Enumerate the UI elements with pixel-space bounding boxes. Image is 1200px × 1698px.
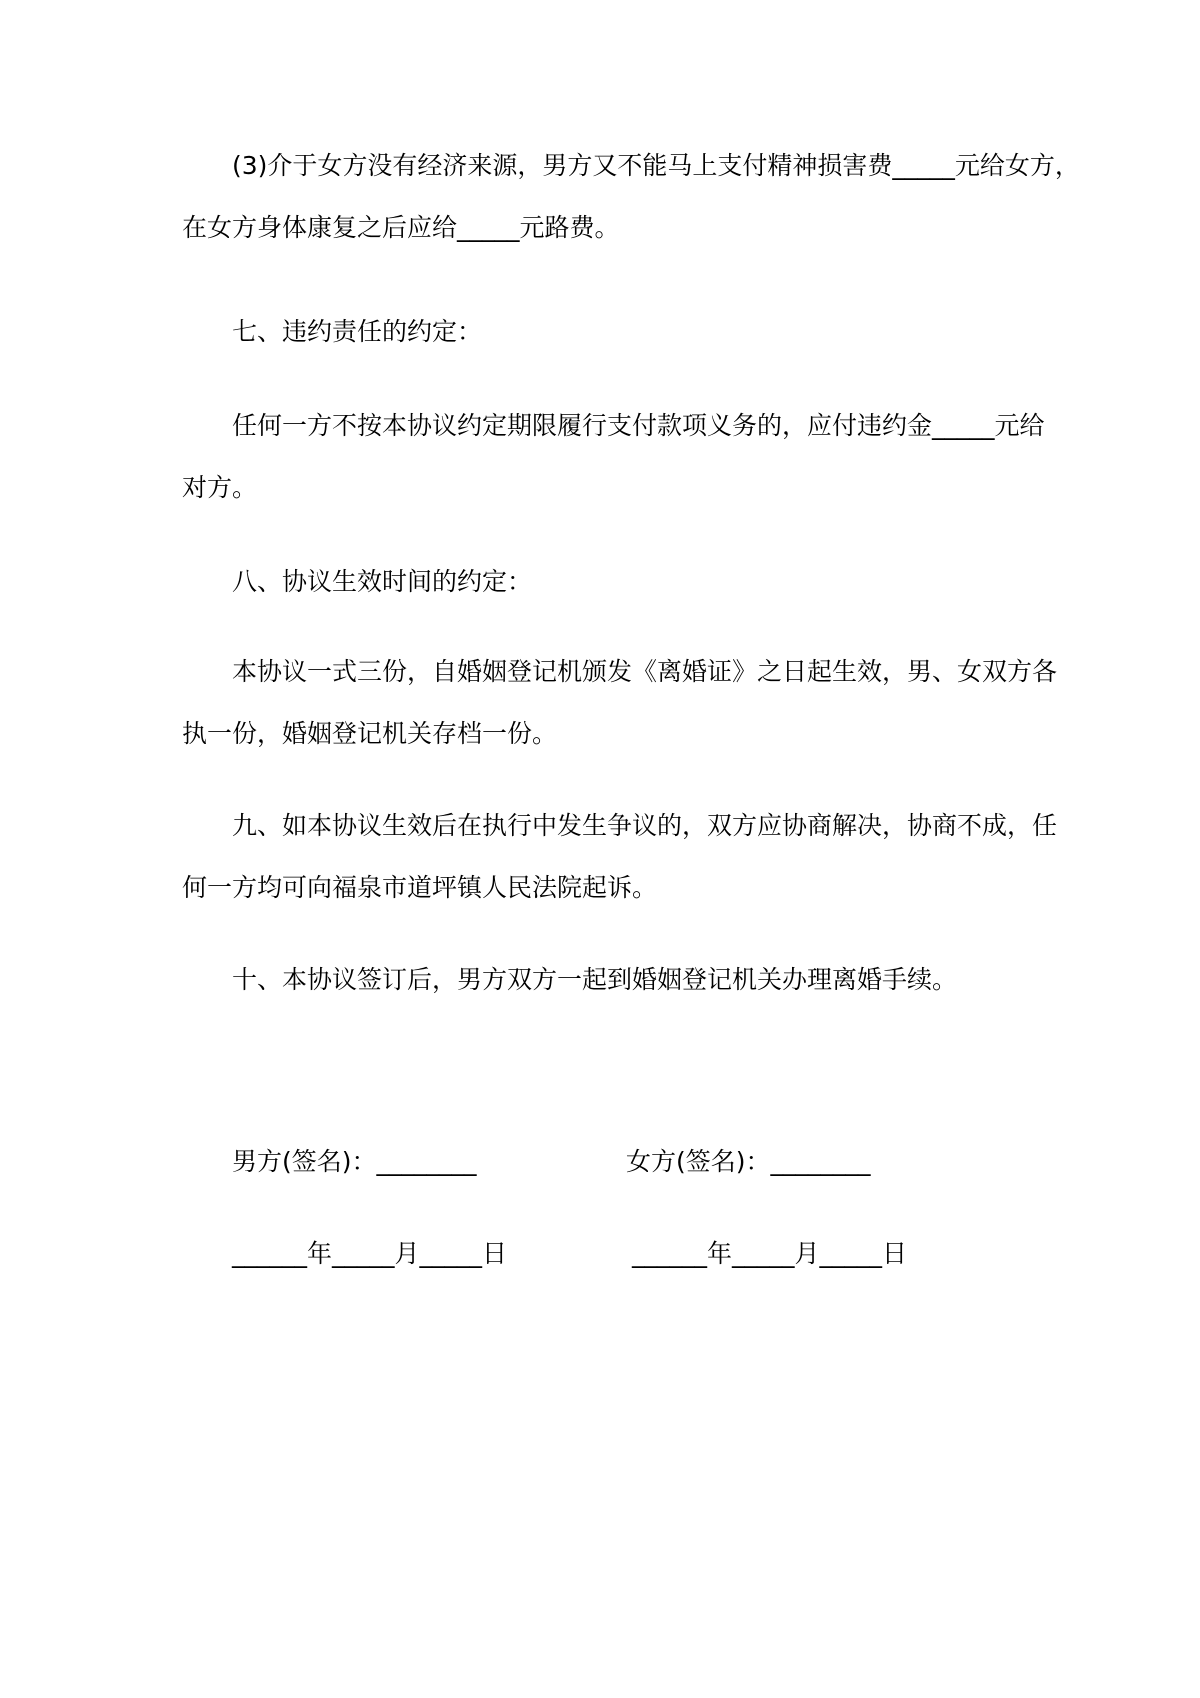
paragraph-effective-line-1: 本协议一式三份，自婚姻登记机颁发《离婚证》之日起生效，男、女双方各 <box>232 657 1058 686</box>
section-heading-effective-time: 八、协议生效时间的约定： <box>232 567 533 596</box>
male-date-line: ______年_____月_____日 <box>232 1239 508 1268</box>
paragraph-compensation-line-2: 在女方身体康复之后应给_____元路费。 <box>182 213 620 242</box>
paragraph-breach-line-1: 任何一方不按本协议约定期限履行支付款项义务的，应付违约金_____元给 <box>232 411 1045 440</box>
male-signature-line: 男方(签名)：________ <box>232 1147 477 1176</box>
paragraph-dispute-line-1: 九、如本协议生效后在执行中发生争议的，双方应协商解决，协商不成，任 <box>232 811 1058 840</box>
paragraph-compensation-line-1: (3)介于女方没有经济来源，男方又不能马上支付精神损害费_____元给女方， <box>232 151 1080 180</box>
paragraph-breach-line-2: 对方。 <box>182 473 258 502</box>
paragraph-divorce-procedure: 十、本协议签订后，男方双方一起到婚姻登记机关办理离婚手续。 <box>232 965 958 994</box>
paragraph-dispute-line-2: 何一方均可向福泉市道坪镇人民法院起诉。 <box>182 873 658 902</box>
paragraph-effective-line-2: 执一份，婚姻登记机关存档一份。 <box>182 719 558 748</box>
section-heading-breach: 七、违约责任的约定： <box>232 317 483 346</box>
female-date-line: ______年_____月_____日 <box>632 1239 908 1268</box>
female-signature-line: 女方(签名)：________ <box>626 1147 871 1176</box>
